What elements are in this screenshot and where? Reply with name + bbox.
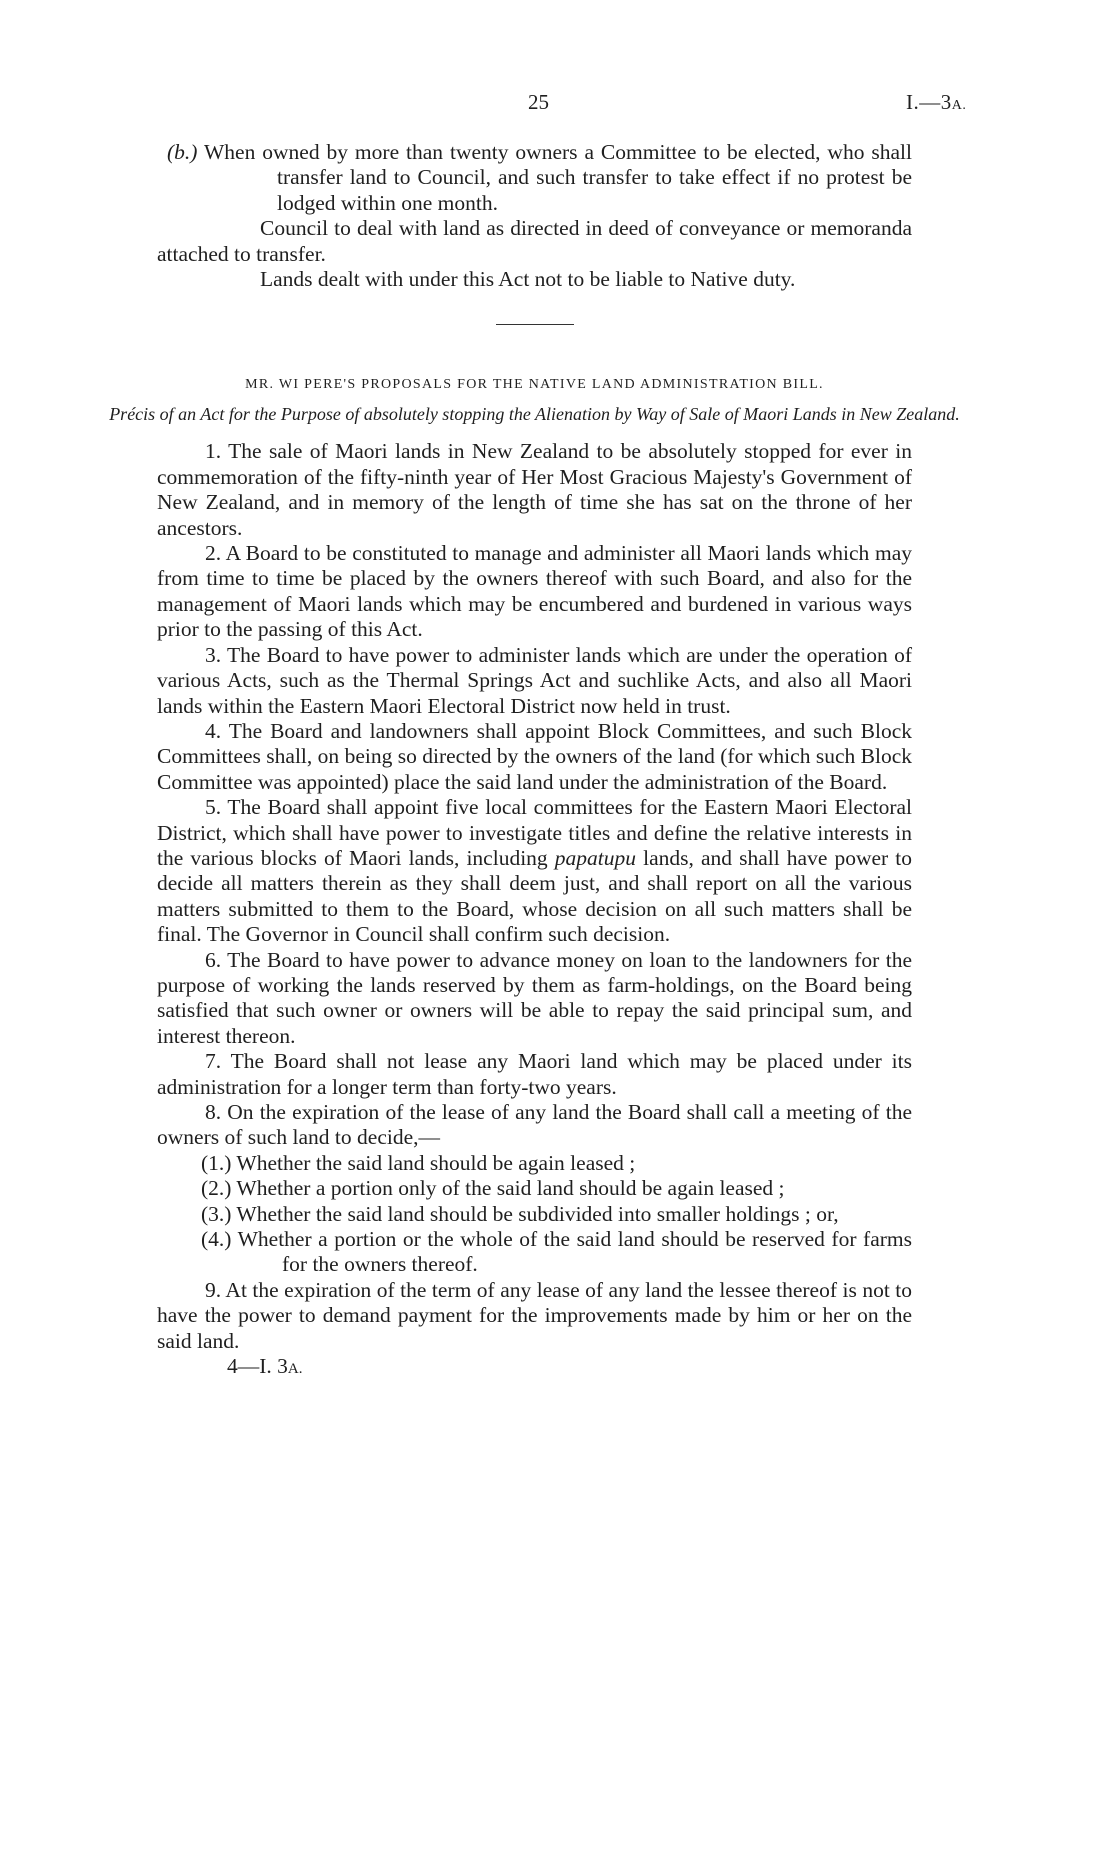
paragraph-8-option-2: (2.) Whether a portion only of the said land should be again leased ; [201, 1176, 785, 1201]
page-number: 25 [528, 90, 549, 114]
item-b [157, 140, 912, 216]
paragraph-6: 6. The Board to have power to advance money on loan to the landowners for the purpose of working the lands reserved by them as farm-holdings, on the Board being satisfied that such owner or owners will be able to repay the said principal sum, and interest thereon. [157, 947, 912, 1048]
paragraph-9: 9. At the expiration of the term of any lease of any land the lessee thereof is not to have the power to demand payment for the improvements made by him or her on the said land. [157, 1277, 912, 1353]
paragraph-8-option-4: (4.) Whether a portion or the whole of the said land should be reserved for farms for the owners thereof. [201, 1227, 912, 1277]
papatupu-term: papatupu [554, 845, 636, 870]
council-paragraph: Council to deal with land as directed in deed of conveyance or memoranda attached to transfer. [157, 216, 912, 266]
paragraph-7: 7. The Board shall not lease any Maori land which may be placed under its administration for a longer term than forty-two years. [157, 1049, 912, 1099]
section-divider [496, 324, 574, 325]
page-header [0, 90, 1114, 118]
paragraph-8-option-3: (3.) Whether the said land should be subdivided into smaller holdings ; or, [201, 1201, 839, 1226]
section-heading: MR. WI PERE'S PROPOSALS FOR THE NATIVE LAND ADMINISTRATION BILL. [245, 377, 824, 393]
paragraph-8-option-1: (1.) Whether the said land should be again leased ; [201, 1150, 636, 1175]
paragraph-2: 2. A Board to be constituted to manage and administer all Maori lands which may from time to time be placed by the owners thereof with such Board, and also for the management of Maori lands which may be encumbered and burdened in various ways prior to the passing of this Act. [157, 541, 912, 642]
paragraph-8: 8. On the expiration of the lease of any land the Board shall call a meeting of the owners of such land to decide,— [157, 1100, 912, 1150]
paragraph-4: 4. The Board and landowners shall appoint Block Committees, and such Block Committees shall, on being so directed by the owners of the land (for which such Block Committee was appointed) place the said land under the administration of the Board. [157, 718, 912, 794]
paragraph-1: 1. The sale of Maori lands in New Zealand to be absolutely stopped for ever in commemoration of the fifty-ninth year of Her Most Gracious Majesty's Government of New Zealand, and in memory of the length of time she has sat on the throne of her ancestors. [157, 439, 912, 540]
signature-mark: 4—I. 3A. [227, 1354, 303, 1379]
paragraph-3: 3. The Board to have power to administer lands which are under the operation of various Acts, such as the Thermal Springs Act and suchlike Acts, and also all Maori lands within the Eastern Maori Electoral District now held in trust. [157, 642, 912, 718]
document-reference: I.—3A. [906, 90, 967, 114]
item-b-label: (b.) [167, 140, 198, 164]
lands-paragraph: Lands dealt with under this Act not to be liable to Native duty. [260, 267, 796, 292]
item-b-text: When owned by more than twenty owners a Committee to be elected, who shall transfer land to Council, and such transfer to take effect if no protest be lodged within one month. [204, 140, 912, 215]
document-body [109, 140, 960, 1382]
precis-subtitle: Précis of an Act for the Purpose of absolutely stopping the Alienation by Way of Sale of Maori Lands in New Zealand. [109, 404, 960, 425]
paragraph-5: 5. The Board shall appoint five local committees for the Eastern Maori Electoral District, which shall have power to investigate titles and define the relative interests in the various blocks of Maori lands, including papatupu lands, and shall have power to decide all matters therein as they shall deem just, and shall report on all the various matters submitted to them to the Board, whose decision on all such matters shall be final. The Governor in Council shall confirm such decision. [157, 795, 912, 947]
